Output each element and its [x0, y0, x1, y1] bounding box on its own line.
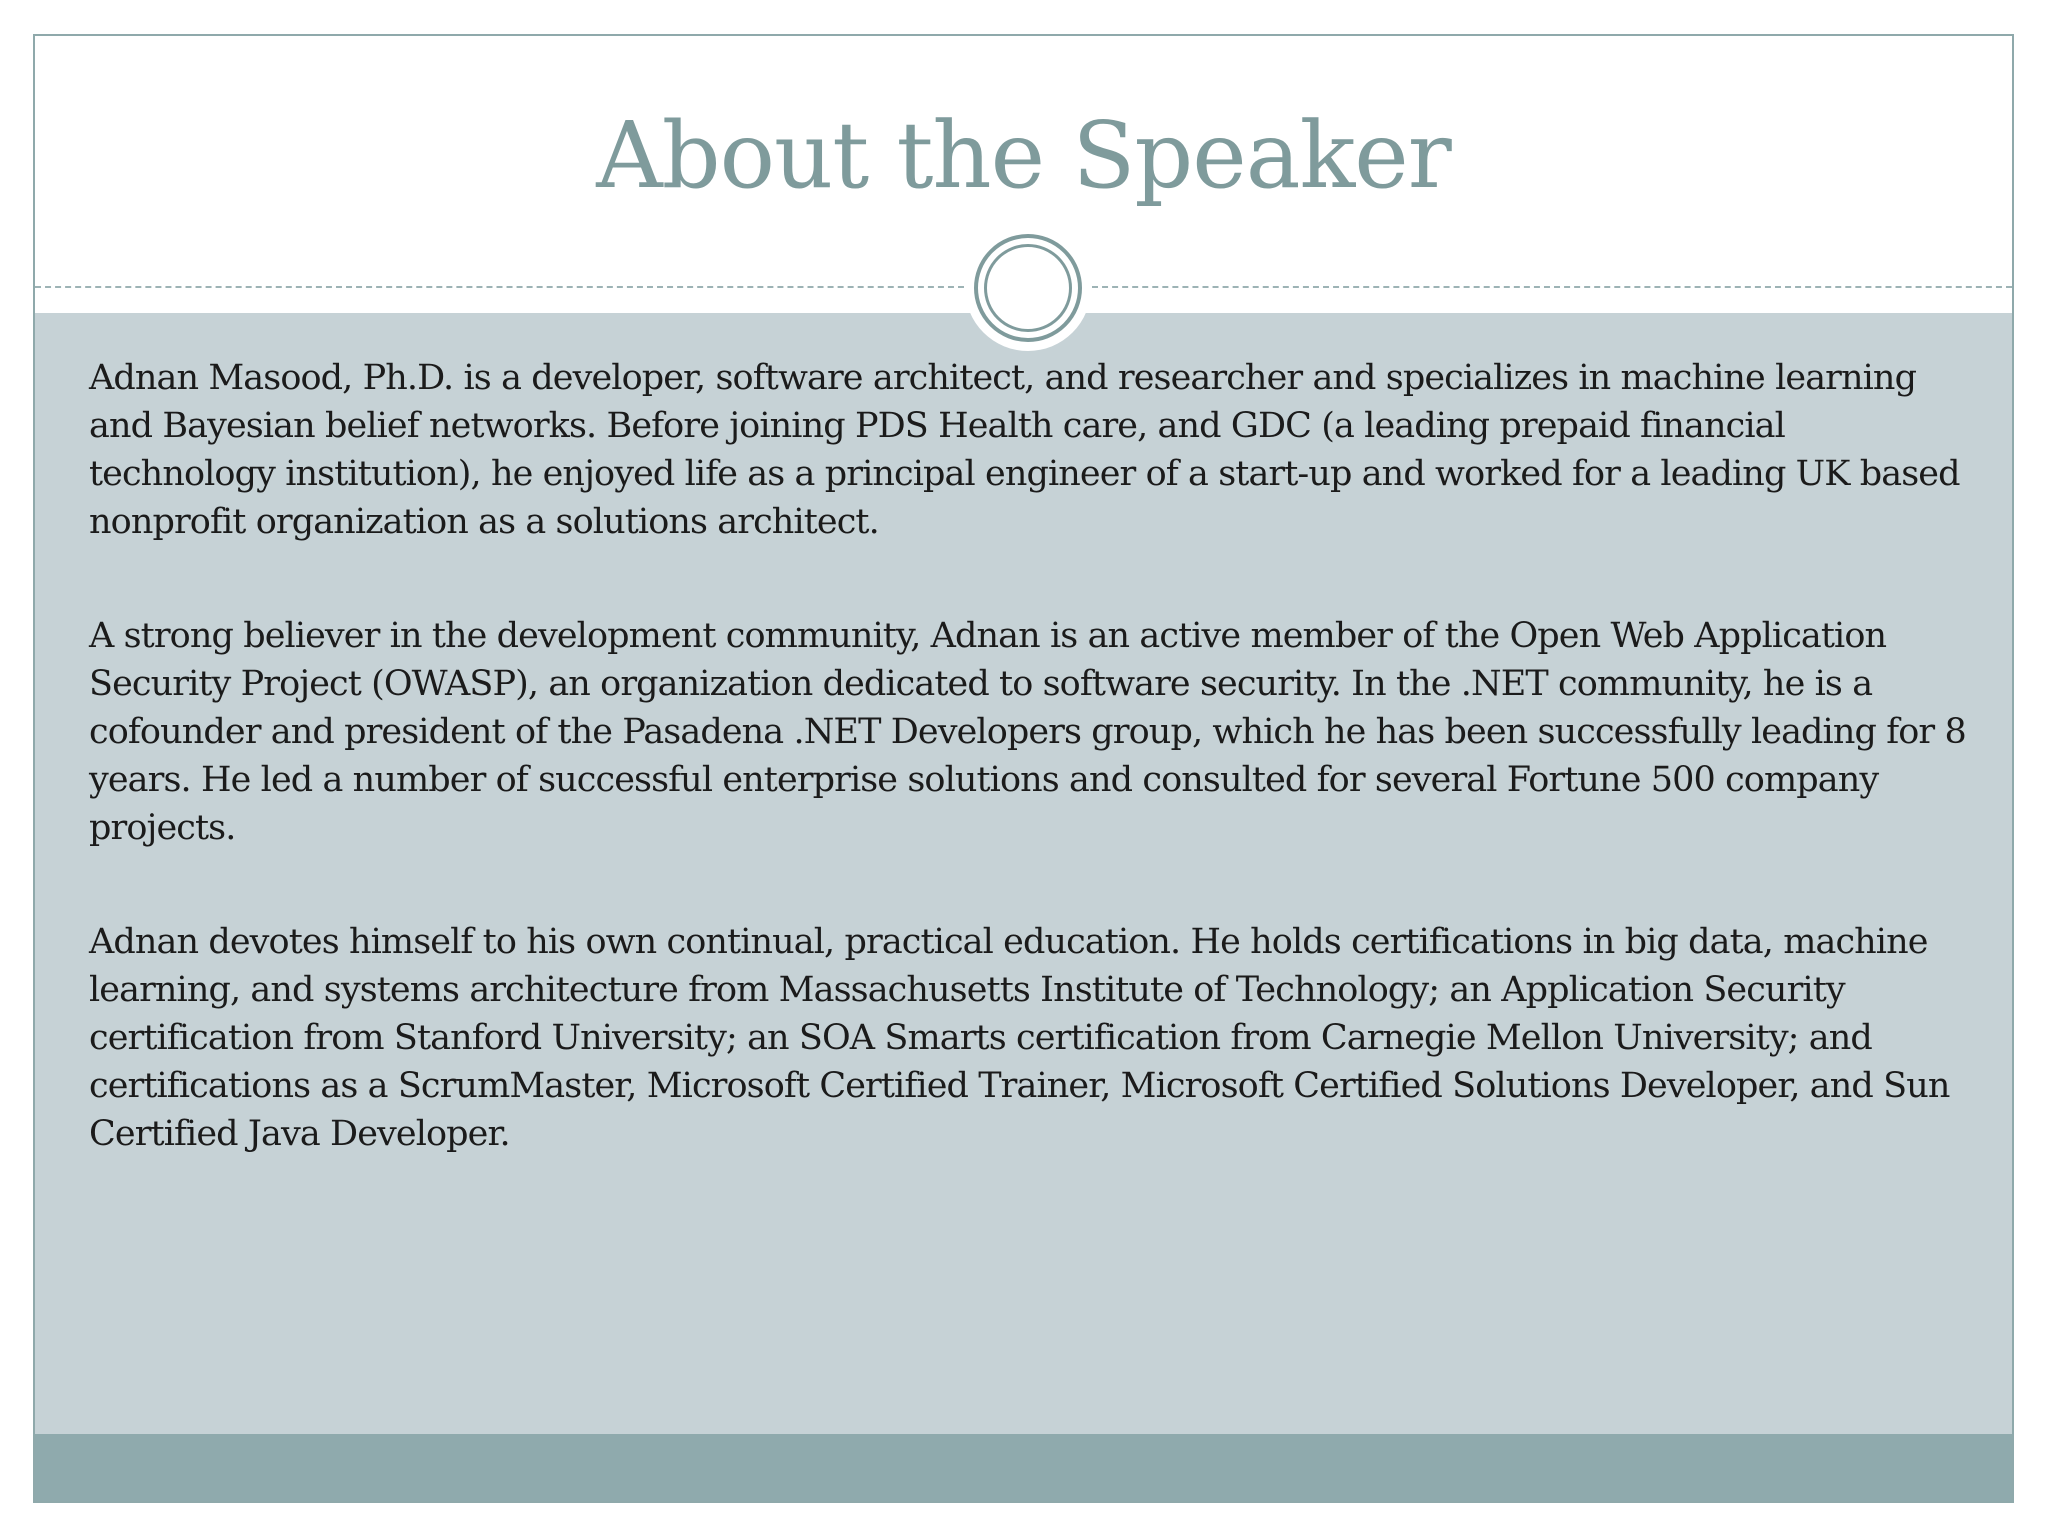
bio-paragraph-background: Adnan Masood, Ph.D. is a developer, software architect, and researcher and specializes in machine learning and Bayesian belief networks. Before joining PDS Health care, and GDC (a leading prepaid financial technology institution), he enjoyed life as a principal engineer of a start-up and worked for a leading UK based nonprofit organization as a solutions architect.	[89, 358, 1960, 542]
slide	[33, 34, 2014, 1503]
slide-title: About the Speaker	[596, 102, 1451, 209]
title-divider-right	[1092, 286, 2012, 288]
bio-paragraph-community: A strong believer in the development community, Adnan is an active member of the Open Web Application Security Project (OWASP), an organization dedicated to software security. In the .NET community, he is a cofounder and president of the Pasadena .NET Developers group, which he has been successfully leading for 8 years. He led a number of successful enterprise solutions and consulted for several Fortune 500 company projects.	[89, 616, 1966, 848]
bio-paragraph-education: Adnan devotes himself to his own continual, practical education. He holds certifications in big data, machine learning, and systems architecture from Massachusetts Institute of Technology; an Application Security certification from Stanford University; an SOA Smarts certification from Carnegie Mellon University; and certifications as a ScrumMaster, Microsoft Certified Trainer, Microsoft Certified Solutions Developer, and Sun Certified Java Developer.	[89, 922, 1950, 1154]
footer-band	[35, 1434, 2012, 1503]
title-divider-left	[35, 286, 964, 288]
speaker-bio	[89, 354, 1969, 1224]
double-circle-icon-inner	[984, 244, 1072, 332]
